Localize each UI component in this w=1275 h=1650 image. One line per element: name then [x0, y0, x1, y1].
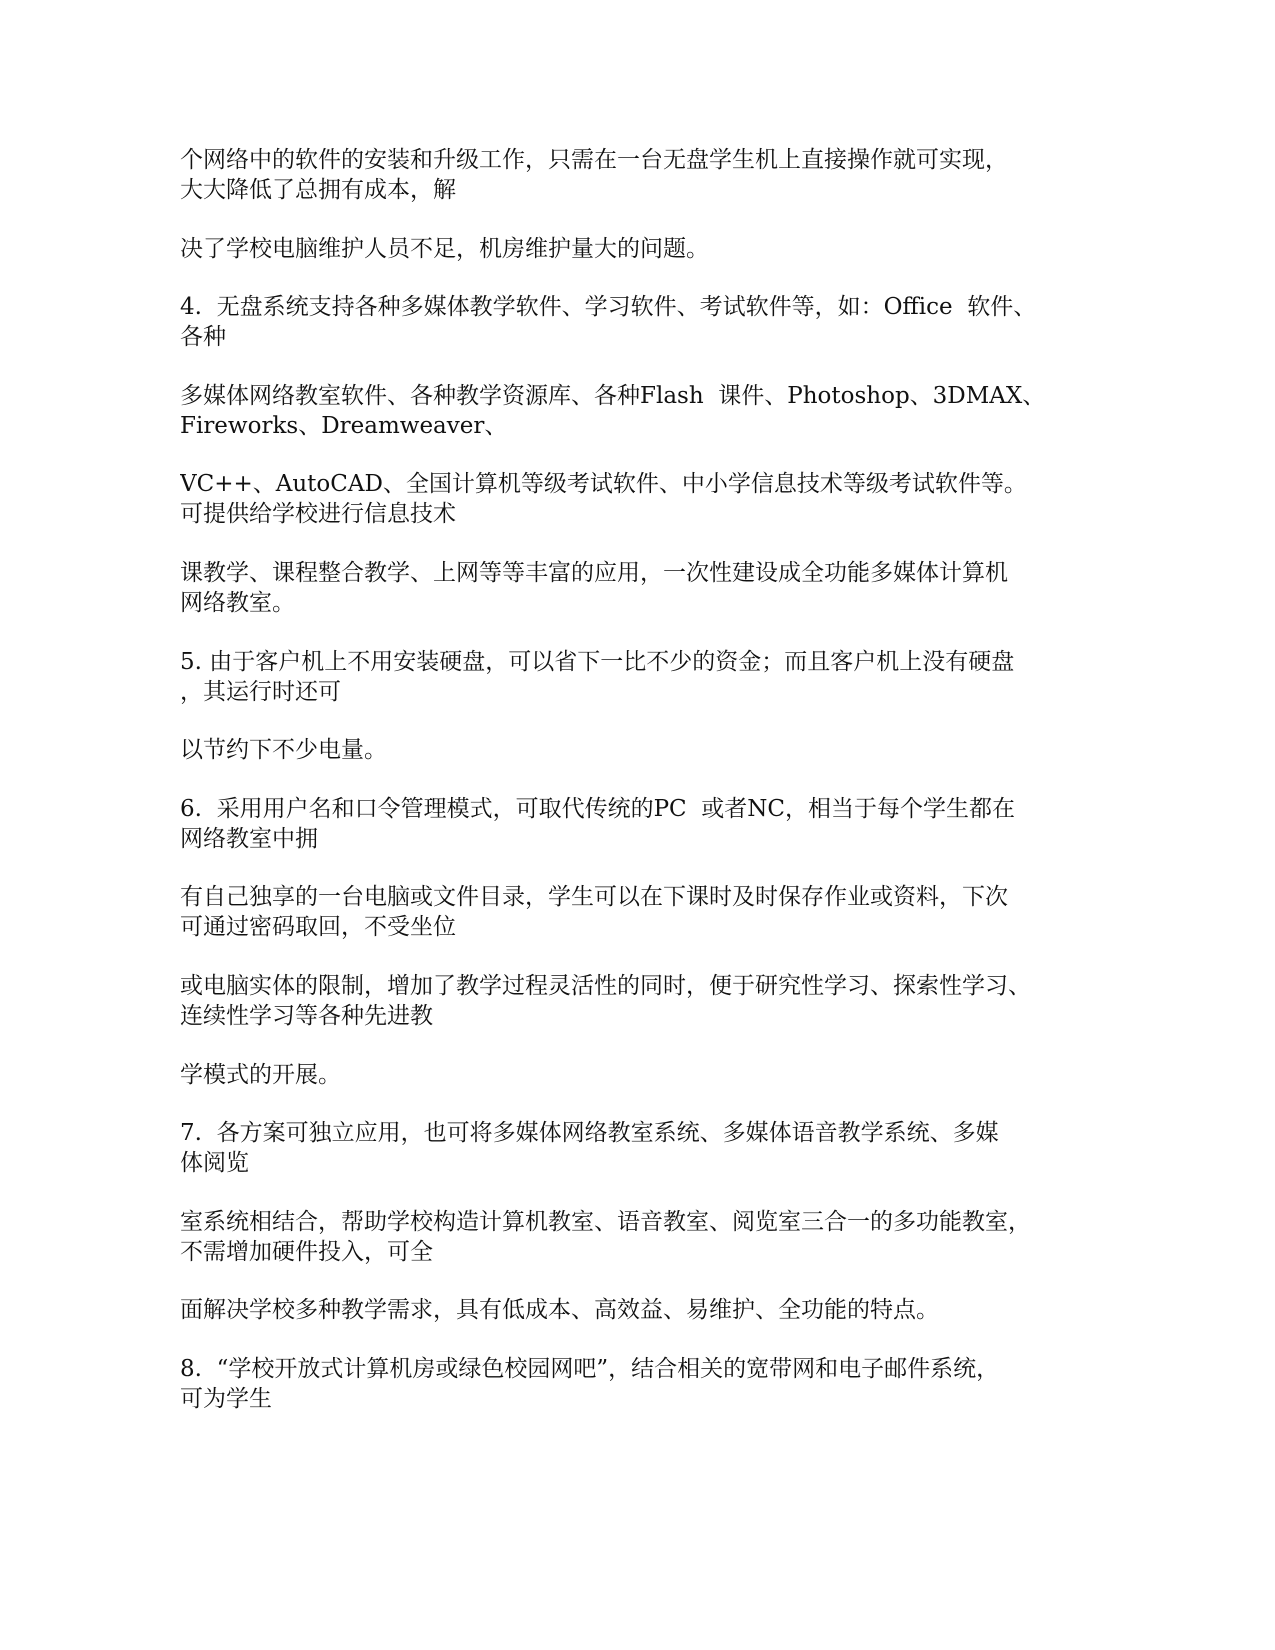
paragraph [180, 1060, 1180, 1090]
text-line: 多媒体网络教室软件、各种教学资源库、各种Flash 课件、Photoshop、3DMAX、 [180, 382, 1046, 409]
text-line: 不需增加硬件投入，可全 [180, 1238, 433, 1265]
text-line: 网络教室中拥 [180, 825, 318, 852]
text-line: 大大降低了总拥有成本，解 [180, 177, 456, 203]
text-line: 面解决学校多种教学需求，具有低成本、高效益、易维护、全功能的特点。 [180, 1297, 939, 1324]
text-line: 可提供给学校进行信息技术 [180, 501, 456, 528]
paragraph [180, 1207, 1180, 1267]
paragraph [180, 381, 1180, 441]
paragraph [180, 971, 1180, 1031]
text-line: 课教学、课程整合教学、上网等等丰富的应用，一次性建设成全功能多媒体计算机 [180, 559, 1008, 586]
paragraph [180, 794, 1180, 854]
paragraph [180, 145, 1180, 205]
text-line: 可为学生 [180, 1385, 272, 1412]
text-line: 有自己独享的一台电脑或文件目录，学生可以在下课时及时保存作业或资料，下次 [180, 884, 1008, 911]
text-line: 体阅览 [180, 1150, 249, 1177]
text-line: 或电脑实体的限制，增加了教学过程灵活性的同时，便于研究性学习、探索性学习、 [180, 972, 1031, 999]
paragraph [180, 558, 1180, 618]
text-line: 各种 [180, 324, 226, 351]
text-line: 网络教室。 [180, 589, 295, 616]
paragraph [180, 234, 1180, 264]
text-line: 6. 采用用户名和口令管理模式，可取代传统的PC 或者NC，相当于每个学生都在 [180, 795, 1015, 822]
text-line: 决了学校电脑维护人员不足，机房维护量大的问题。 [180, 235, 709, 262]
text-line: 5. 由于客户机上不用安装硬盘，可以省下一比不少的资金；而且客户机上没有硬盘 [180, 648, 1015, 675]
text-line: Fireworks、Dreamweaver、 [180, 412, 508, 439]
text-line: 4. 无盘系统支持各种多媒体教学软件、学习软件、考试软件等，如：Office 软件、 [180, 294, 1037, 321]
document-body [180, 145, 1180, 1443]
text-line: 学模式的开展。 [180, 1061, 341, 1088]
text-line: VC++、AutoCAD、全国计算机等级考试软件、中小学信息技术等级考试软件等。 [180, 471, 1027, 498]
text-line: 个网络中的软件的安装和升级工作，只需在一台无盘学生机上直接操作就可实现， [180, 147, 1008, 173]
text-line: ，其运行时还可 [180, 678, 341, 705]
text-line: 以节约下不少电量。 [180, 737, 387, 764]
paragraph [180, 647, 1180, 707]
paragraph [180, 1295, 1180, 1325]
text-line: 8. “学校开放式计算机房或绿色校园网吧”，结合相关的宽带网和电子邮件系统， [180, 1355, 1000, 1382]
paragraph [180, 735, 1180, 765]
text-line: 可通过密码取回，不受坐位 [180, 914, 456, 941]
text-line: 7. 各方案可独立应用，也可将多媒体网络教室系统、多媒体语音教学系统、多媒 [180, 1120, 999, 1147]
text-line: 连续性学习等各种先进教 [180, 1002, 433, 1029]
text-line: 室系统相结合，帮助学校构造计算机教室、语音教室、阅览室三合一的多功能教室， [180, 1208, 1031, 1235]
paragraph [180, 1118, 1180, 1178]
paragraph [180, 882, 1180, 942]
paragraph [180, 1354, 1180, 1414]
paragraph [180, 469, 1180, 529]
paragraph [180, 292, 1180, 352]
